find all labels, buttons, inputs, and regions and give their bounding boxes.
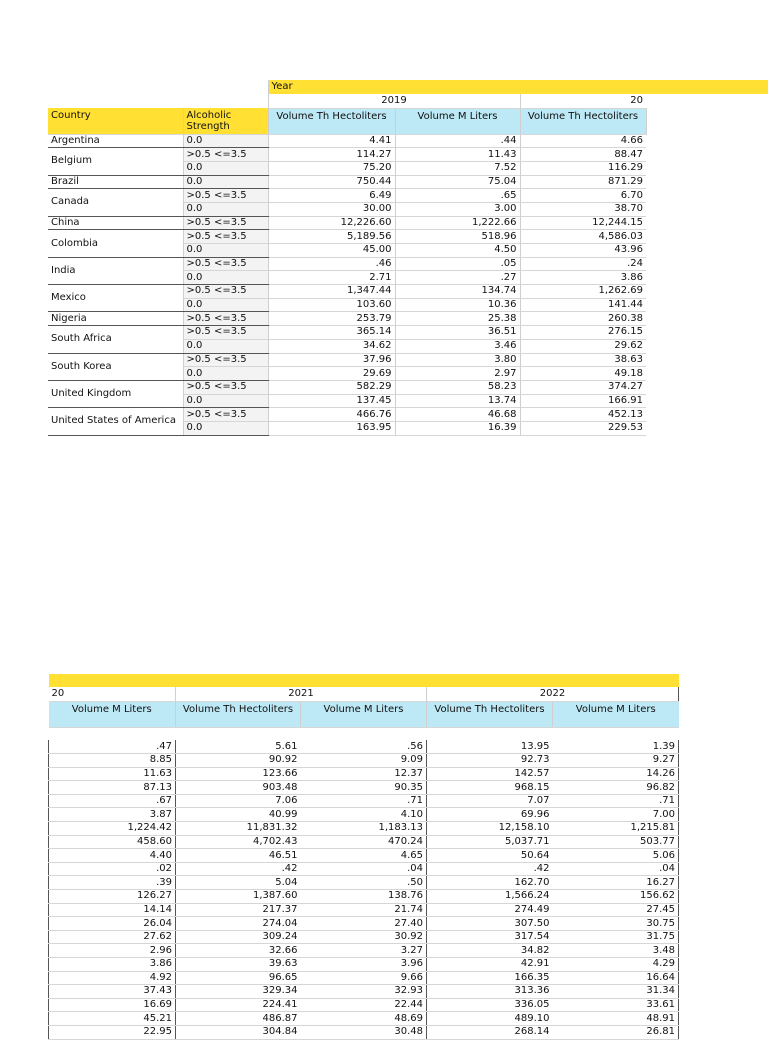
liters-cell: 3.48 xyxy=(553,944,679,958)
liters-cell: 36.51 xyxy=(395,326,520,340)
hectoliters-cell: 166.35 xyxy=(427,971,553,985)
liters-cell: 9.27 xyxy=(553,754,679,768)
hectoliters-cell: 1,387.60 xyxy=(176,890,301,904)
hectoliters-cell: 307.50 xyxy=(427,917,553,931)
hectoliters-cell: 313.36 xyxy=(427,985,553,999)
table-row xyxy=(49,767,679,781)
hectoliters-cell: 114.27 xyxy=(268,148,395,162)
hectoliters-cell: 1,262.69 xyxy=(520,285,646,299)
hectoliters-cell: .42 xyxy=(427,862,553,876)
country-cell: Argentina xyxy=(48,134,183,148)
hectoliters-cell: 317.54 xyxy=(427,930,553,944)
liters-cell: .71 xyxy=(553,794,679,808)
table-row xyxy=(48,326,646,340)
liters-cell: 48.69 xyxy=(301,1012,427,1026)
country-cell: Mexico xyxy=(48,285,183,312)
liters-cell: 46.68 xyxy=(395,408,520,422)
hectoliters-cell: 4,702.43 xyxy=(176,835,301,849)
hectoliters-cell: 75.20 xyxy=(268,161,395,175)
liters-cell: 16.64 xyxy=(553,971,679,985)
hectoliters-cell: 96.65 xyxy=(176,971,301,985)
liters-cell: 1.39 xyxy=(553,740,679,754)
liters-cell: 16.39 xyxy=(395,421,520,435)
liters-cell: 3.00 xyxy=(395,202,520,216)
hectoliters-cell: 486.87 xyxy=(176,1012,301,1026)
hectoliters-cell: 12,158.10 xyxy=(427,822,553,836)
hectoliters-cell: 45.00 xyxy=(268,244,395,258)
liters-cell: .67 xyxy=(49,794,176,808)
hectoliters-cell: 489.10 xyxy=(427,1012,553,1026)
liters-cell: 30.75 xyxy=(553,917,679,931)
liters-cell: .71 xyxy=(301,794,427,808)
liters-cell: 22.44 xyxy=(301,998,427,1012)
strength-cell: 0.0 xyxy=(183,367,268,381)
liters-cell: 3.27 xyxy=(301,944,427,958)
liters-cell: 58.23 xyxy=(395,380,520,394)
liters-cell: 4.92 xyxy=(49,971,176,985)
country-cell: United States of America xyxy=(48,408,183,435)
liters-cell: 4.65 xyxy=(301,849,427,863)
hectoliters-cell: 224.41 xyxy=(176,998,301,1012)
bottom-year-row xyxy=(49,687,679,701)
hectoliters-cell: 304.84 xyxy=(176,1025,301,1039)
table-row xyxy=(49,903,679,917)
liters-cell: 3.46 xyxy=(395,339,520,353)
strength-cell: 0.0 xyxy=(183,202,268,216)
hectoliters-cell: 276.15 xyxy=(520,326,646,340)
liters-cell: 21.74 xyxy=(301,903,427,917)
table-row xyxy=(48,230,646,244)
hectoliters-cell: 253.79 xyxy=(268,312,395,326)
col-liters-2020: Volume M Liters xyxy=(49,701,176,727)
hectoliters-cell: 123.66 xyxy=(176,767,301,781)
table-row xyxy=(49,740,679,754)
country-cell: Belgium xyxy=(48,148,183,175)
liters-cell: 96.82 xyxy=(553,781,679,795)
liters-cell: 14.14 xyxy=(49,903,176,917)
hectoliters-cell: 7.07 xyxy=(427,794,553,808)
strength-cell: 0.0 xyxy=(183,339,268,353)
liters-cell: 4.40 xyxy=(49,849,176,863)
hectoliters-cell: 274.04 xyxy=(176,917,301,931)
table-row xyxy=(49,835,679,849)
hectoliters-cell: 34.62 xyxy=(268,339,395,353)
liters-cell: 7.00 xyxy=(553,808,679,822)
liters-cell: 27.45 xyxy=(553,903,679,917)
strength-cell: >0.5 <=3.5 xyxy=(183,285,268,299)
liters-cell: 33.61 xyxy=(553,998,679,1012)
table-row xyxy=(49,754,679,768)
hectoliters-cell: 42.91 xyxy=(427,958,553,972)
table-row xyxy=(49,985,679,999)
liters-cell: 45.21 xyxy=(49,1012,176,1026)
table-row xyxy=(49,849,679,863)
liters-cell: 27.40 xyxy=(301,917,427,931)
hectoliters-cell: 750.44 xyxy=(268,175,395,189)
liters-cell: 30.48 xyxy=(301,1025,427,1039)
table-row xyxy=(49,781,679,795)
col-liters-2022: Volume M Liters xyxy=(553,701,679,727)
country-cell: South Korea xyxy=(48,353,183,380)
liters-cell: 470.24 xyxy=(301,835,427,849)
hectoliters-cell: 1,566.24 xyxy=(427,890,553,904)
hectoliters-cell: 49.18 xyxy=(520,367,646,381)
liters-cell: 138.76 xyxy=(301,890,427,904)
hectoliters-cell: 1,347.44 xyxy=(268,285,395,299)
liters-cell: 9.09 xyxy=(301,754,427,768)
strength-cell: 0.0 xyxy=(183,421,268,435)
strength-cell: >0.5 <=3.5 xyxy=(183,408,268,422)
hectoliters-cell: 12,244.15 xyxy=(520,216,646,230)
table-row xyxy=(48,312,646,326)
hectoliters-cell: 309.24 xyxy=(176,930,301,944)
strength-cell: 0.0 xyxy=(183,244,268,258)
hectoliters-cell: 11,831.32 xyxy=(176,822,301,836)
liters-cell: 4.10 xyxy=(301,808,427,822)
liters-cell: 12.37 xyxy=(301,767,427,781)
liters-cell: .47 xyxy=(49,740,176,754)
liters-cell: 48.91 xyxy=(553,1012,679,1026)
hectoliters-cell: 116.29 xyxy=(520,161,646,175)
hectoliters-cell: 374.27 xyxy=(520,380,646,394)
table-row xyxy=(49,944,679,958)
hectoliters-cell: 32.66 xyxy=(176,944,301,958)
country-cell: Brazil xyxy=(48,175,183,189)
hectoliters-cell: 903.48 xyxy=(176,781,301,795)
col-liters-2021: Volume M Liters xyxy=(301,701,427,727)
table-row xyxy=(48,285,646,299)
hectoliters-cell: 4,586.03 xyxy=(520,230,646,244)
liters-cell: 26.81 xyxy=(553,1025,679,1039)
strength-cell: 0.0 xyxy=(183,271,268,285)
liters-cell: .56 xyxy=(301,740,427,754)
liters-cell: 9.66 xyxy=(301,971,427,985)
strength-header: Alcoholic Strength xyxy=(183,108,268,134)
hectoliters-cell: 4.41 xyxy=(268,134,395,148)
liters-cell: 16.27 xyxy=(553,876,679,890)
country-cell: Canada xyxy=(48,189,183,216)
strength-cell: 0.0 xyxy=(183,394,268,408)
liters-cell: 22.95 xyxy=(49,1025,176,1039)
table-row xyxy=(49,971,679,985)
hectoliters-cell: 466.76 xyxy=(268,408,395,422)
strength-cell: 0.0 xyxy=(183,298,268,312)
strength-cell: 0.0 xyxy=(183,161,268,175)
strength-cell: 0.0 xyxy=(183,134,268,148)
hectoliters-cell: 30.00 xyxy=(268,202,395,216)
hectoliters-cell: 40.99 xyxy=(176,808,301,822)
country-header: Country xyxy=(48,108,183,134)
hectoliters-cell: 5.04 xyxy=(176,876,301,890)
table-row xyxy=(49,917,679,931)
hectoliters-cell: 90.92 xyxy=(176,754,301,768)
year-2019-header: 2019 xyxy=(268,94,520,108)
liters-cell: 5.06 xyxy=(553,849,679,863)
hectoliters-cell: 329.34 xyxy=(176,985,301,999)
table-row xyxy=(48,189,646,203)
country-cell: South Africa xyxy=(48,326,183,353)
hectoliters-cell: 3.86 xyxy=(520,271,646,285)
bottom-yellow-bar xyxy=(49,674,679,687)
col-hectoliters-2020: Volume Th Hectoliters xyxy=(520,108,646,134)
liters-cell: .04 xyxy=(301,862,427,876)
liters-cell: 2.97 xyxy=(395,367,520,381)
hectoliters-cell: 4.66 xyxy=(520,134,646,148)
liters-cell: 156.62 xyxy=(553,890,679,904)
hectoliters-cell: 163.95 xyxy=(268,421,395,435)
liters-cell: 14.26 xyxy=(553,767,679,781)
table-row xyxy=(49,808,679,822)
table-row xyxy=(49,862,679,876)
year-header-row xyxy=(48,80,646,94)
hectoliters-cell: 142.57 xyxy=(427,767,553,781)
hectoliters-cell: 34.82 xyxy=(427,944,553,958)
liters-cell: 37.43 xyxy=(49,985,176,999)
table-row xyxy=(48,148,646,162)
hectoliters-cell: 137.45 xyxy=(268,394,395,408)
liters-cell: .27 xyxy=(395,271,520,285)
col-liters-2019: Volume M Liters xyxy=(395,108,520,134)
liters-cell: 3.87 xyxy=(49,808,176,822)
table-row xyxy=(49,890,679,904)
hectoliters-cell: 103.60 xyxy=(268,298,395,312)
liters-cell: .65 xyxy=(395,189,520,203)
liters-cell: 503.77 xyxy=(553,835,679,849)
hectoliters-cell: 582.29 xyxy=(268,380,395,394)
liters-cell: 518.96 xyxy=(395,230,520,244)
hectoliters-cell: 69.96 xyxy=(427,808,553,822)
hectoliters-cell: 968.15 xyxy=(427,781,553,795)
liters-cell: 2.96 xyxy=(49,944,176,958)
liters-cell: 31.75 xyxy=(553,930,679,944)
table-row xyxy=(49,1012,679,1026)
hectoliters-cell: 50.64 xyxy=(427,849,553,863)
liters-cell: .04 xyxy=(553,862,679,876)
hectoliters-cell: 29.62 xyxy=(520,339,646,353)
col-hectoliters-2019: Volume Th Hectoliters xyxy=(268,108,395,134)
hectoliters-cell: 43.96 xyxy=(520,244,646,258)
col-hectoliters-2021: Volume Th Hectoliters xyxy=(176,701,301,727)
strength-cell: 0.0 xyxy=(183,175,268,189)
hectoliters-cell: 141.44 xyxy=(520,298,646,312)
liters-cell: 1,224.42 xyxy=(49,822,176,836)
hectoliters-cell: 88.47 xyxy=(520,148,646,162)
table-row xyxy=(48,216,646,230)
liters-cell: 87.13 xyxy=(49,781,176,795)
liters-cell: 7.52 xyxy=(395,161,520,175)
liters-cell: 4.50 xyxy=(395,244,520,258)
liters-cell: 25.38 xyxy=(395,312,520,326)
hectoliters-cell: 6.49 xyxy=(268,189,395,203)
year-values-row xyxy=(48,94,646,108)
strength-cell: >0.5 <=3.5 xyxy=(183,189,268,203)
liters-cell: 1,222.66 xyxy=(395,216,520,230)
table-row xyxy=(49,822,679,836)
liters-cell: 134.74 xyxy=(395,285,520,299)
hectoliters-cell: 5,189.56 xyxy=(268,230,395,244)
liters-cell: 31.34 xyxy=(553,985,679,999)
liters-cell: 26.04 xyxy=(49,917,176,931)
table-row xyxy=(49,930,679,944)
liters-cell: .39 xyxy=(49,876,176,890)
hectoliters-cell: 274.49 xyxy=(427,903,553,917)
liters-cell: 3.86 xyxy=(49,958,176,972)
hectoliters-cell: .42 xyxy=(176,862,301,876)
hectoliters-cell: 260.38 xyxy=(520,312,646,326)
bottom-column-header-row xyxy=(49,701,679,727)
table-row xyxy=(49,958,679,972)
strength-cell: >0.5 <=3.5 xyxy=(183,326,268,340)
table-row xyxy=(48,257,646,271)
hectoliters-cell: 365.14 xyxy=(268,326,395,340)
liters-cell: 1,183.13 xyxy=(301,822,427,836)
liters-cell: .50 xyxy=(301,876,427,890)
table-row xyxy=(48,134,646,148)
table-row xyxy=(48,175,646,189)
liters-cell: 16.69 xyxy=(49,998,176,1012)
hectoliters-cell: 6.70 xyxy=(520,189,646,203)
country-cell: Colombia xyxy=(48,230,183,257)
hectoliters-cell: .24 xyxy=(520,257,646,271)
hectoliters-cell: 162.70 xyxy=(427,876,553,890)
table-row xyxy=(49,998,679,1012)
strength-cell: >0.5 <=3.5 xyxy=(183,257,268,271)
hectoliters-cell: 166.91 xyxy=(520,394,646,408)
hectoliters-cell: 46.51 xyxy=(176,849,301,863)
hectoliters-cell: 7.06 xyxy=(176,794,301,808)
table-row xyxy=(49,794,679,808)
hectoliters-cell: 336.05 xyxy=(427,998,553,1012)
hectoliters-cell: 92.73 xyxy=(427,754,553,768)
table-row xyxy=(48,353,646,367)
liters-cell: 11.63 xyxy=(49,767,176,781)
col-hectoliters-2022: Volume Th Hectoliters xyxy=(427,701,553,727)
liters-cell: 32.93 xyxy=(301,985,427,999)
hectoliters-cell: 2.71 xyxy=(268,271,395,285)
year-2020-header-partial: 20 xyxy=(49,687,176,701)
table-row xyxy=(49,1025,679,1039)
table-row xyxy=(48,380,646,394)
hectoliters-cell: 268.14 xyxy=(427,1025,553,1039)
liters-cell: 1,215.81 xyxy=(553,822,679,836)
country-cell: United Kingdom xyxy=(48,380,183,407)
year-label: Year xyxy=(268,80,646,94)
strength-cell: >0.5 <=3.5 xyxy=(183,380,268,394)
liters-cell: 90.35 xyxy=(301,781,427,795)
liters-cell: 3.80 xyxy=(395,353,520,367)
liters-cell: 75.04 xyxy=(395,175,520,189)
table-row xyxy=(49,876,679,890)
hectoliters-cell: 5.61 xyxy=(176,740,301,754)
liters-cell: 11.43 xyxy=(395,148,520,162)
liters-cell: 10.36 xyxy=(395,298,520,312)
liters-cell: 126.27 xyxy=(49,890,176,904)
liters-cell: 8.85 xyxy=(49,754,176,768)
bottom-spacer-row xyxy=(49,727,679,740)
hectoliters-cell: 871.29 xyxy=(520,175,646,189)
liters-cell: 13.74 xyxy=(395,394,520,408)
liters-cell: 4.29 xyxy=(553,958,679,972)
liters-cell: .05 xyxy=(395,257,520,271)
hectoliters-cell: 229.53 xyxy=(520,421,646,435)
country-cell: China xyxy=(48,216,183,230)
year-2020-header-partial: 20 xyxy=(520,94,646,108)
hectoliters-cell: .46 xyxy=(268,257,395,271)
strength-cell: >0.5 <=3.5 xyxy=(183,216,268,230)
strength-cell: >0.5 <=3.5 xyxy=(183,230,268,244)
liters-cell: 458.60 xyxy=(49,835,176,849)
beer-volume-table-bottom xyxy=(48,674,679,1040)
hectoliters-cell: 5,037.71 xyxy=(427,835,553,849)
beer-volume-table-top xyxy=(48,80,647,436)
year-header-extension xyxy=(646,80,768,94)
hectoliters-cell: 38.70 xyxy=(520,202,646,216)
hectoliters-cell: 29.69 xyxy=(268,367,395,381)
country-cell: Nigeria xyxy=(48,312,183,326)
liters-cell: 3.96 xyxy=(301,958,427,972)
country-cell: India xyxy=(48,257,183,284)
strength-cell: >0.5 <=3.5 xyxy=(183,148,268,162)
hectoliters-cell: 13.95 xyxy=(427,740,553,754)
liters-cell: 27.62 xyxy=(49,930,176,944)
hectoliters-cell: 452.13 xyxy=(520,408,646,422)
strength-cell: >0.5 <=3.5 xyxy=(183,312,268,326)
hectoliters-cell: 39.63 xyxy=(176,958,301,972)
column-header-row xyxy=(48,108,646,134)
hectoliters-cell: 37.96 xyxy=(268,353,395,367)
year-2022-header: 2022 xyxy=(427,687,679,701)
hectoliters-cell: 38.63 xyxy=(520,353,646,367)
liters-cell: .02 xyxy=(49,862,176,876)
liters-cell: 30.92 xyxy=(301,930,427,944)
hectoliters-cell: 217.37 xyxy=(176,903,301,917)
table-row xyxy=(48,408,646,422)
liters-cell: .44 xyxy=(395,134,520,148)
strength-cell: >0.5 <=3.5 xyxy=(183,353,268,367)
hectoliters-cell: 12,226.60 xyxy=(268,216,395,230)
year-2021-header: 2021 xyxy=(176,687,427,701)
